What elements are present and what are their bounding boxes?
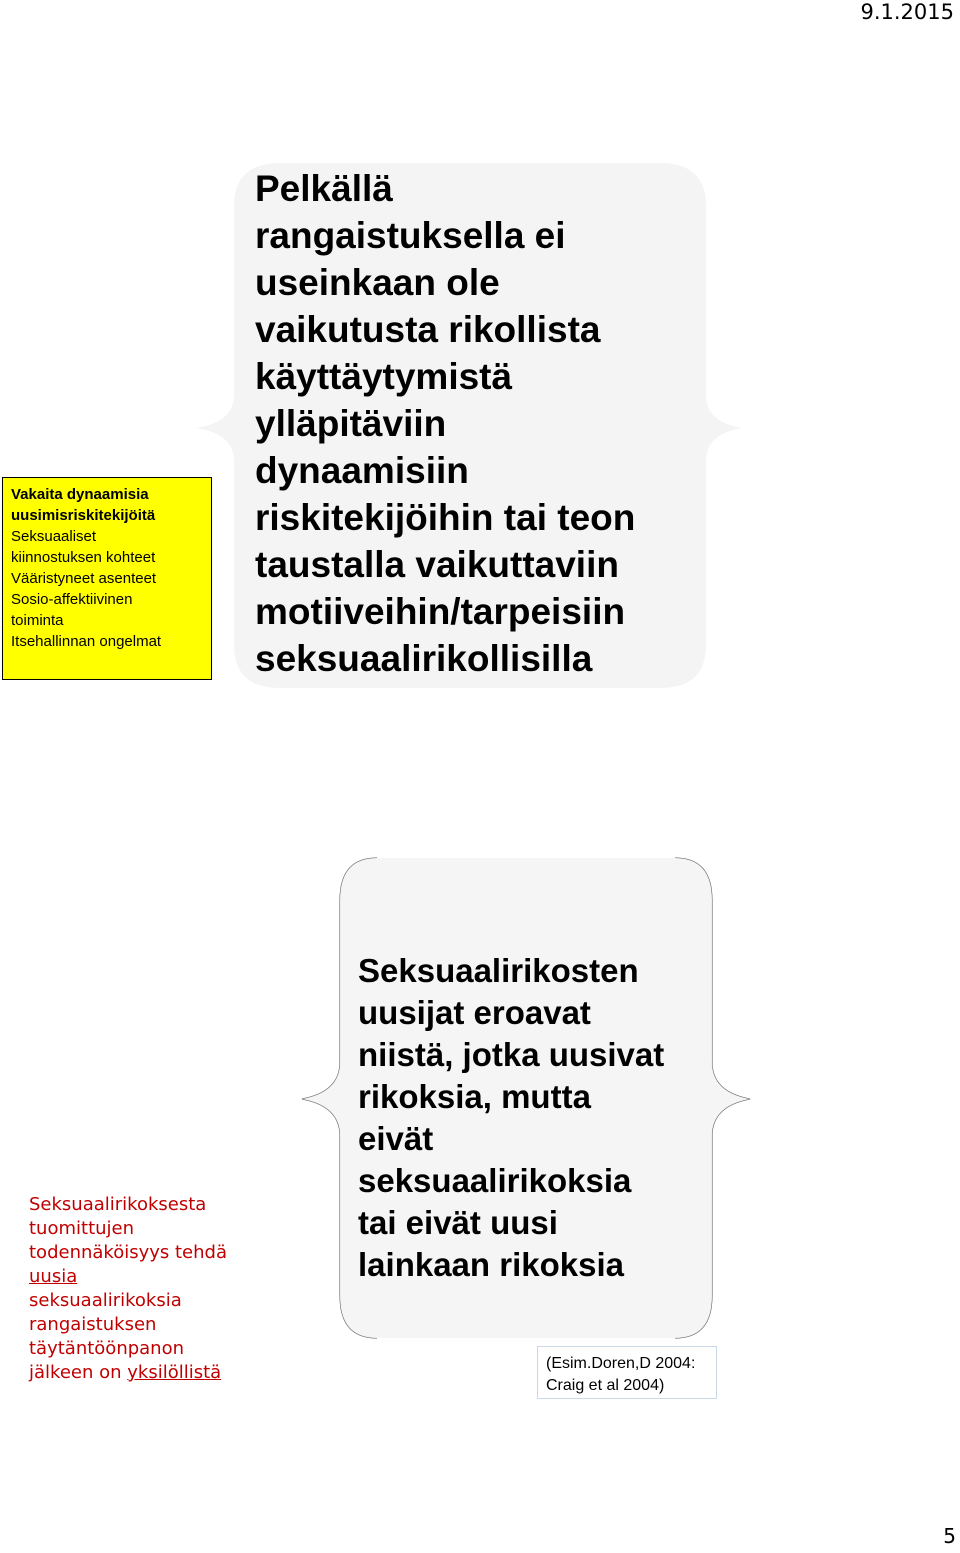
text-line: dynaamisiin (255, 450, 469, 491)
text-line: vaikutusta rikollista (255, 309, 601, 350)
note-line: tuomittujen (29, 1218, 135, 1239)
risk-factor-item: Seksuaaliset (11, 528, 97, 545)
note-line-part: jälkeen on (29, 1362, 122, 1383)
risk-factor-item: toiminta (11, 612, 64, 629)
bottom-brace-text (358, 950, 664, 1286)
text-line: useinkaan ole (255, 262, 500, 303)
citation-box (537, 1346, 717, 1399)
risk-factors-title-line: Vakaita dynaamisia (11, 486, 149, 503)
note-line: rangaistuksen (29, 1314, 157, 1335)
text-line: niistä, jotka uusivat (358, 1036, 665, 1073)
text-line: käyttäytymistä (255, 356, 513, 397)
text-line: uusijat eroavat (358, 994, 591, 1031)
text-line: tai eivät uusi (358, 1204, 558, 1241)
text-line: rikoksia, mutta (358, 1078, 591, 1115)
slide-date: 9.1.2015 (860, 0, 954, 24)
text-line: ylläpitäviin (255, 403, 447, 444)
risk-factor-item: Vääristyneet asenteet (11, 570, 157, 587)
text-line: rangaistuksella ei (255, 215, 566, 256)
note-line: Seksuaalirikoksesta (29, 1194, 207, 1215)
note-line-underlined: yksilöllistä (127, 1362, 222, 1383)
citation-line: Craig et al 2004) (546, 1377, 665, 1394)
text-line: riskitekijöihin tai teon (255, 497, 636, 538)
risk-factor-item: kiinnostuksen kohteet (11, 549, 156, 566)
text-line: Pelkällä (255, 168, 393, 209)
text-line: seksuaalirikoksia (358, 1162, 632, 1199)
text-line: lainkaan rikoksia (358, 1246, 624, 1283)
risk-factor-item: Itsehallinnan ongelmat (11, 633, 162, 650)
risk-factor-item: Sosio-affektiivinen (11, 591, 133, 608)
text-line: eivät (358, 1120, 434, 1157)
text-line: Seksuaalirikosten (358, 952, 639, 989)
note-line-underlined: uusia (29, 1266, 78, 1287)
page-number: 5 (943, 1524, 956, 1548)
text-line: motiiveihin/tarpeisiin (255, 591, 626, 632)
note-line: täytäntöönpanon (29, 1338, 185, 1359)
risk-factors-title-line: uusimisriskitekijöitä (11, 507, 156, 524)
text-line: seksuaalirikollisilla (255, 638, 593, 679)
note-line: todennäköisyys tehdä (29, 1242, 227, 1263)
citation-line: (Esim.Doren,D 2004: (546, 1355, 696, 1372)
note-line: seksuaalirikoksia (29, 1290, 182, 1311)
text-line: taustalla vaikuttaviin (255, 544, 619, 585)
